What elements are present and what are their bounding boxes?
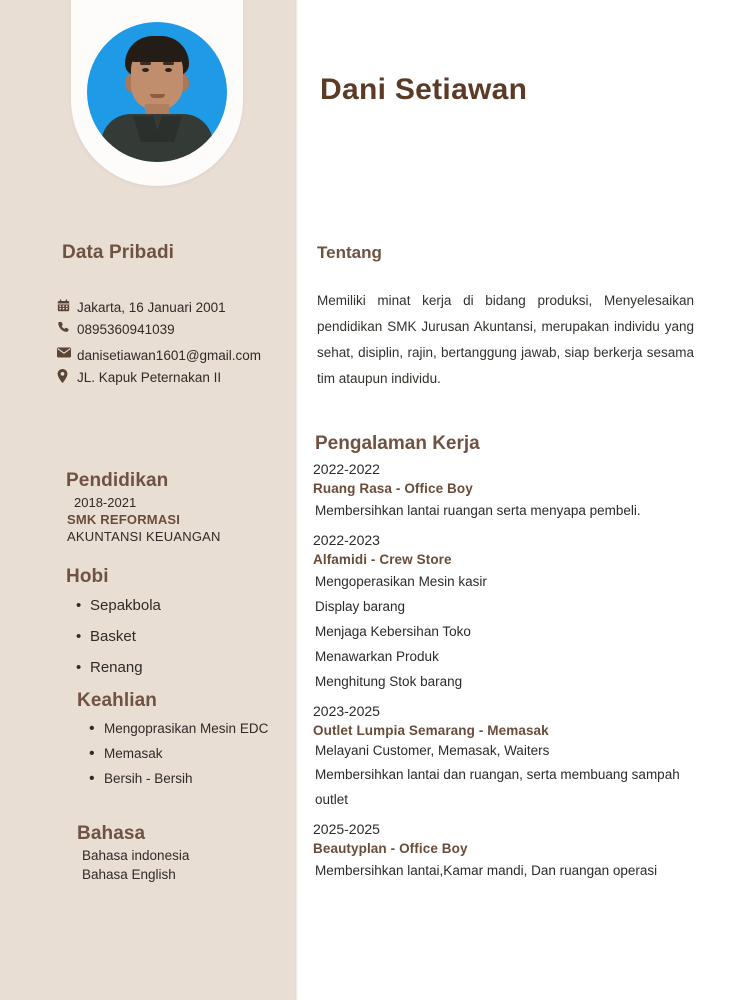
birthplace-text: Jakarta, 16 Januari 2001 (77, 300, 226, 315)
photo-mouth (150, 94, 165, 98)
phone-text: 0895360941039 (77, 322, 175, 337)
photo-brow-right (163, 62, 174, 65)
experience-item (313, 459, 703, 523)
profile-photo-card (71, 0, 243, 186)
experience-duty: Display barang (315, 599, 406, 614)
list-item: • Renang (76, 652, 276, 683)
experience-title: Alfamidi - Crew Store (313, 552, 452, 567)
page-title: Dani Setiawan (320, 73, 528, 106)
address-text: JL. Kapuk Peternakan II (77, 370, 222, 385)
photo-eye-left (142, 68, 149, 72)
list-item: • Mengoprasikan Mesin EDC (88, 716, 283, 741)
list-item: • Basket (76, 621, 276, 652)
experience-years: 2022-2022 (313, 461, 380, 477)
experience-item (313, 701, 703, 812)
contact-item-address (57, 368, 287, 387)
education-school: SMK REFORMASI (67, 512, 181, 527)
section-heading-pengalaman-kerja: Pengalaman Kerja (315, 433, 480, 454)
contact-item-phone (57, 320, 287, 339)
photo-fringe (129, 42, 185, 62)
education-block (67, 494, 282, 545)
experience-duty: Mengoperasikan Mesin kasir (315, 574, 487, 589)
experience-list (313, 459, 703, 890)
experience-duty: Melayani Customer, Memasak, Waiters (315, 743, 550, 758)
contact-item-birthplace (57, 298, 287, 317)
list-item: Bahasa English (82, 867, 176, 882)
experience-years: 2023-2025 (313, 703, 380, 719)
hobby-list (76, 590, 276, 683)
section-heading-hobi: Hobi (66, 566, 109, 587)
email-text: danisetiawan1601@gmail.com (77, 348, 262, 363)
section-heading-tentang: Tentang (317, 243, 382, 262)
experience-title: Beautyplan - Office Boy (313, 841, 468, 856)
experience-item (313, 530, 703, 694)
experience-item (313, 819, 703, 883)
contact-list (57, 298, 287, 390)
experience-years: 2022-2023 (313, 532, 380, 548)
experience-duty: Menawarkan Produk (315, 649, 439, 664)
experience-duty: Menghitung Stok barang (315, 674, 463, 689)
education-years: 2018-2021 (74, 495, 137, 510)
sidebar-divider (295, 0, 298, 1000)
list-item: • Bersih - Bersih (88, 766, 283, 791)
calendar-icon (57, 298, 77, 312)
profile-photo (87, 22, 227, 162)
list-item: Bahasa indonesia (82, 848, 190, 863)
education-major: AKUNTANSI KEUANGAN (67, 529, 221, 544)
section-heading-keahlian: Keahlian (77, 690, 157, 711)
experience-title: Ruang Rasa - Office Boy (313, 481, 473, 496)
photo-brow-left (140, 62, 151, 65)
language-list (82, 846, 282, 884)
skill-list (88, 716, 283, 791)
experience-duty: Membersihkan lantai,Kamar mandi, Dan ruangan operasi (315, 863, 658, 878)
envelope-icon (57, 346, 77, 358)
contact-item-email[interactable] (57, 346, 287, 365)
experience-duty: Membersihkan lantai dan ruangan, serta membuang sampah outlet (315, 767, 680, 807)
section-heading-bahasa: Bahasa (77, 823, 146, 844)
section-heading-pendidikan: Pendidikan (66, 470, 169, 491)
photo-eye-right (165, 68, 172, 72)
experience-duty: Membersihkan lantai ruangan serta menyapa pembeli. (315, 503, 641, 518)
experience-years: 2025-2025 (313, 821, 380, 837)
list-item: • Memasak (88, 741, 283, 766)
section-heading-data-pribadi: Data Pribadi (62, 242, 175, 263)
experience-duty: Menjaga Kebersihan Toko (315, 624, 471, 639)
list-item: • Sepakbola (76, 590, 276, 621)
location-pin-icon (57, 368, 77, 383)
phone-icon (57, 320, 77, 334)
experience-title: Outlet Lumpia Semarang - Memasak (313, 723, 549, 738)
about-paragraph: Memiliki minat kerja di bidang produksi, Menyelesaikan pendidikan SMK Jurusan Akuntansi, merupakan individu yang sehat, disiplin, rajin, bertanggung jawab, siap berkerja sesama tim ataupun individu. (317, 293, 694, 386)
